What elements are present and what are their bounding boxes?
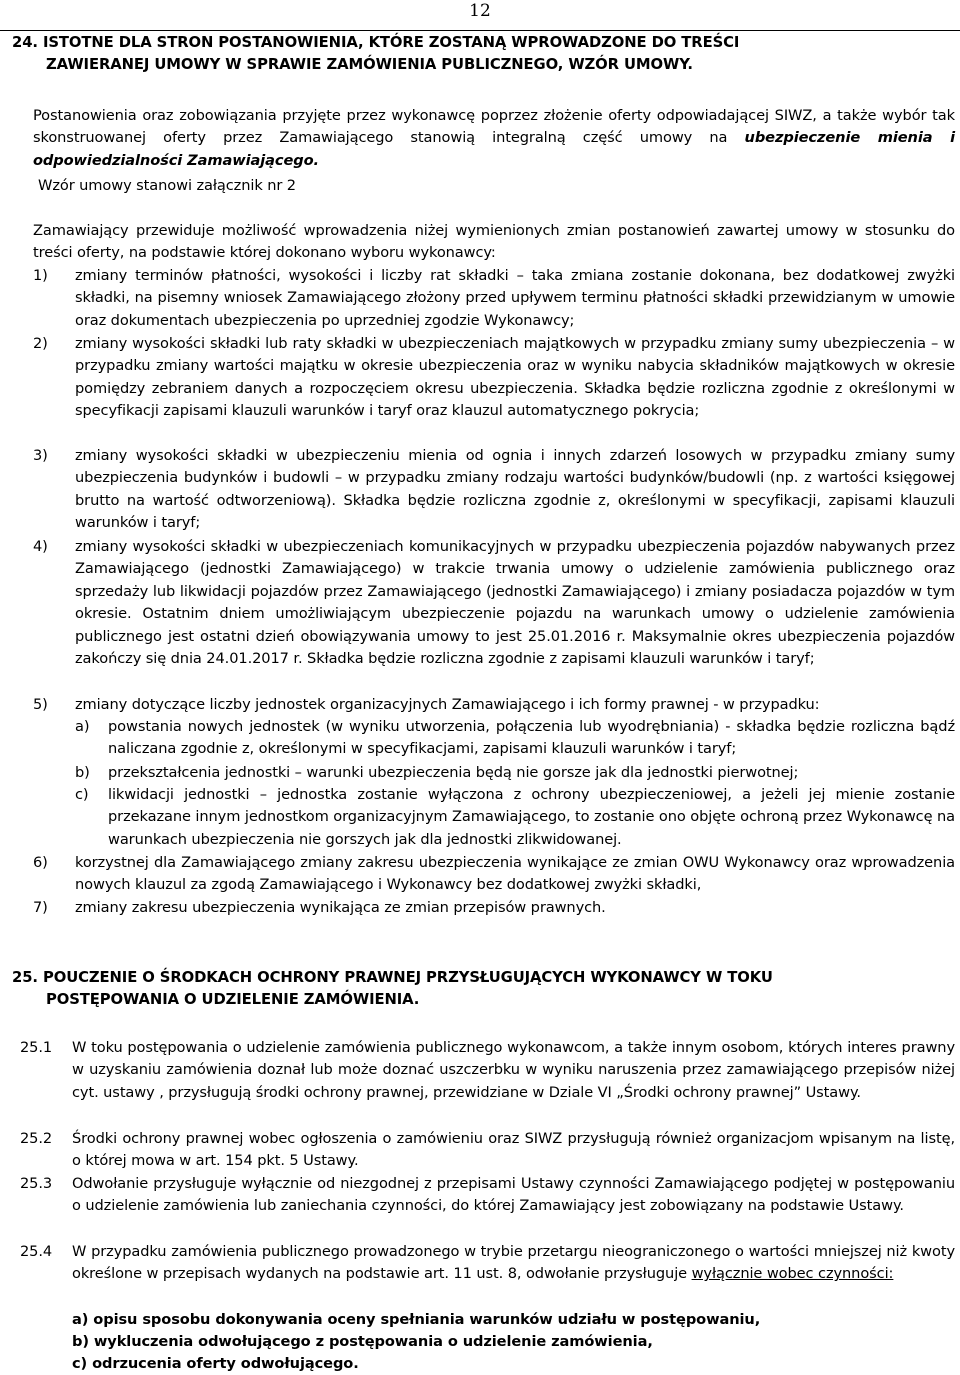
intro-text: Postanowienia oraz zobowiązania przyjęte przez wykonawcę poprzez złożenie oferty odpowiadającej SIWZ, a także wybór tak skonstruowanej oferty przez Zamawiającego stanowią integralną część umowy na	[33, 107, 955, 147]
list-item-text: zmiany terminów płatności, wysokości i liczby rat składki – taka zmiana zostanie dokonana, bez dodatkowej zwyżki składki, na pisemny wniosek Zamawiającego złożony przed upływem terminu płatności składki przewidzianym w umowie oraz dokumentach ubezpieczenia po uprzedniej zgodzie Wykonawcy;	[75, 267, 955, 329]
page-number: 12	[469, 1, 491, 21]
point-number: 25.1	[20, 1039, 53, 1056]
point-number: 25.3	[20, 1175, 53, 1192]
changes-lead: Zamawiający przewiduje możliwość wprowadzenia niżej wymienionych zmian postanowień zawartej umowy w stosunku do treści oferty, na podstawie której dokonano wyboru wykonawcy:	[33, 222, 955, 262]
point-underlined-text: wyłącznie wobec czynności:	[691, 1265, 894, 1283]
list-item-number: 3)	[33, 447, 48, 464]
sub-list-item	[75, 784, 955, 851]
list-item-text: zmiany wysokości składki w ubezpieczeniach komunikacyjnych w przypadku ubezpieczenia pojazdów nabywanych przez Zamawiającego (jednostki Zamawiającego) w trakcie trwania umowy o udzielenie zamówienia publicznego oraz sprzedaży lub likwidacji pojazdów przez Zamawiającego (jednostki Zamawiającego) i zmiany posiadacza pojazdów w tym okresie. Ostatnim dniem umożliwiającym ubezpieczenie pojazdu na warunkach umowy o udzielenie zamówienia publicznego jest ostatni dzień obowiązywania umowy to jest 25.01.2016 r. Maksymalnie okres ubezpieczenia pojazdów zakończy się dnia 24.01.2017 r. Składka będzie rozliczna zgodnie z zapisami klauzuli warunków i taryf;	[75, 538, 955, 668]
section-24-intro	[33, 105, 955, 172]
list-item-number: 2)	[33, 335, 48, 352]
list-item-number: 7)	[33, 899, 48, 916]
list-item	[33, 333, 955, 423]
section-24-heading-line2: ZAWIERANEJ UMOWY W SPRAWIE ZAMÓWIENIA PUBLICZNEGO, WZÓR UMOWY.	[46, 56, 693, 73]
list-item-text: korzystnej dla Zamawiającego zmiany zakresu ubezpieczenia wynikające ze zmian OWU Wykonawcy oraz wprowadzenia nowych klauzul za zgodą Zamawiającego i Wykonawcy bez dodatkowej zwyżki składki,	[75, 854, 955, 894]
point-text: Odwołanie przysługuje wyłącznie od niezgodnej z przepisami Ustawy czynności Zamawiającego podjętej w postępowaniu o udzielenie zamówienia lub zaniechania czynności, do której Zamawiający jest zobowiązany na podstawie Ustawy.	[72, 1175, 955, 1215]
sub-list-item	[75, 762, 955, 784]
sub-list-item-text: likwidacji jednostki – jednostka zostanie wyłączona z ochrony ubezpieczeniowej, a jeżeli jej mienie zostanie przekazane innym jednostkom organizacyjnym Zamawiającego, to zostanie ono objęte ochroną przez Wykonawcę na warunkach ubezpieczenia nie gorszych jak dla jednostki zlikwidowanej.	[108, 786, 955, 848]
list-item-number: 6)	[33, 854, 48, 871]
p254-list-c: c) odrzucenia oferty odwołującego.	[72, 1355, 359, 1372]
list-item-text: zmiany zakresu ubezpieczenia wynikająca ze zmian przepisów prawnych.	[75, 899, 606, 916]
p254-list-a: a) opisu sposobu dokonywania oceny spełniania warunków udziału w postępowaniu,	[72, 1311, 761, 1328]
section-25-heading-line1: 25. POUCZENIE O ŚRODKACH OCHRONY PRAWNEJ PRZYSŁUGUJĄCYCH WYKONAWCY W TOKU	[12, 969, 773, 986]
list-item	[33, 897, 955, 919]
section-25-point	[20, 1241, 955, 1286]
section-25-point	[20, 1173, 955, 1218]
list-item-text: zmiany wysokości składki lub raty składki w ubezpieczeniach majątkowych w przypadku zmiany sumy ubezpieczenia – w przypadku zmiany wartości majątku w okresie ubezpieczenia oraz w wyniku nabycia składników majątkowych w okresie pomiędzy zebraniem danych a rozpoczęciem okresu ubezpieczenia. Składka będzie rozliczna zgodnie z określonymi w specyfikacji zapisami klauzuli warunków i taryf oraz klauzul automatycznego pokrycia;	[75, 335, 955, 420]
point-number: 25.2	[20, 1130, 53, 1147]
list-item	[33, 265, 955, 332]
point-text	[72, 1241, 955, 1286]
wzor-umowy-note: Wzór umowy stanowi załącznik nr 2	[38, 177, 296, 194]
list-item	[33, 445, 955, 535]
list-item	[33, 852, 955, 897]
point-text-main: W przypadku zamówienia publicznego prowadzonego w trybie przetargu nieograniczonego o wartości mniejszej niż kwoty określone w przepisach wydanych na podstawie art. 11 ust. 8, odwołanie przysługuje	[72, 1243, 955, 1283]
point-text: Środki ochrony prawnej wobec ogłoszenia o zamówieniu oraz SIWZ przysługują również organizacjom wpisanym na listę, o której mowa w art. 154 pkt. 5 Ustawy.	[72, 1130, 955, 1170]
intro-bold-text: ubezpieczenie mienia i odpowiedzialności Zamawiającego.	[33, 129, 955, 169]
p254-list-b: b) wykluczenia odwołującego z postępowania o udzielenie zamówienia,	[72, 1333, 653, 1350]
list-item	[33, 536, 955, 670]
list-item-text: zmiany wysokości składki w ubezpieczeniu mienia od ognia i innych zdarzeń losowych w przypadku zmiany sumy ubezpieczenia budynków i budowli – w przypadku zmiany rodzaju wartości budynków/budowli (np. z wartości księgowej brutto na wartość odtworzeniową). Składka będzie rozliczna zgodnie z, określonymi w specyfikacji, zapisami klauzuli warunków i taryf;	[75, 447, 955, 532]
section-25-heading-line2: POSTĘPOWANIA O UDZIELENIE ZAMÓWIENIA.	[46, 991, 420, 1008]
section-24-heading-line1: 24. ISTOTNE DLA STRON POSTANOWIENIA, KTÓRE ZOSTANĄ WPROWADZONE DO TREŚCI	[12, 34, 740, 51]
point-number: 25.4	[20, 1243, 53, 1260]
section-25-point	[20, 1037, 955, 1104]
header-rule	[0, 30, 960, 31]
list-item	[33, 694, 955, 716]
sub-list-item-letter: b)	[75, 764, 90, 781]
list-item-number: 1)	[33, 267, 48, 284]
sub-list-item-letter: c)	[75, 786, 89, 803]
list-item-number: 5)	[33, 696, 48, 713]
sub-list-item	[75, 716, 955, 761]
list-item-text: zmiany dotyczące liczby jednostek organizacyjnych Zamawiającego i ich formy prawnej - w przypadku:	[75, 696, 820, 713]
sub-list-item-text: powstania nowych jednostek (w wyniku utworzenia, połączenia lub wyodrębniania) - składka będzie rozliczna bądź naliczana zgodnie z, określonymi w specyfikacjami, zapisami klauzuli warunków i taryf;	[108, 718, 955, 758]
sub-list-item-letter: a)	[75, 718, 90, 735]
section-25-point	[20, 1128, 955, 1173]
list-item-number: 4)	[33, 538, 48, 555]
point-text: W toku postępowania o udzielenie zamówienia publicznego wykonawcom, a także innym osobom, których interes prawny w uzyskaniu zamówienia doznał lub może doznać uszczerbku w wyniku naruszenia przez zamawiającego przepisów niżej cyt. ustawy , przysługują środki ochrony prawnej, przewidziane w Dziale VI „Środki ochrony prawnej” Ustawy.	[72, 1039, 955, 1101]
sub-list-item-text: przekształcenia jednostki – warunki ubezpieczenia będą nie gorsze jak dla jednostki pierwotnej;	[108, 764, 799, 781]
